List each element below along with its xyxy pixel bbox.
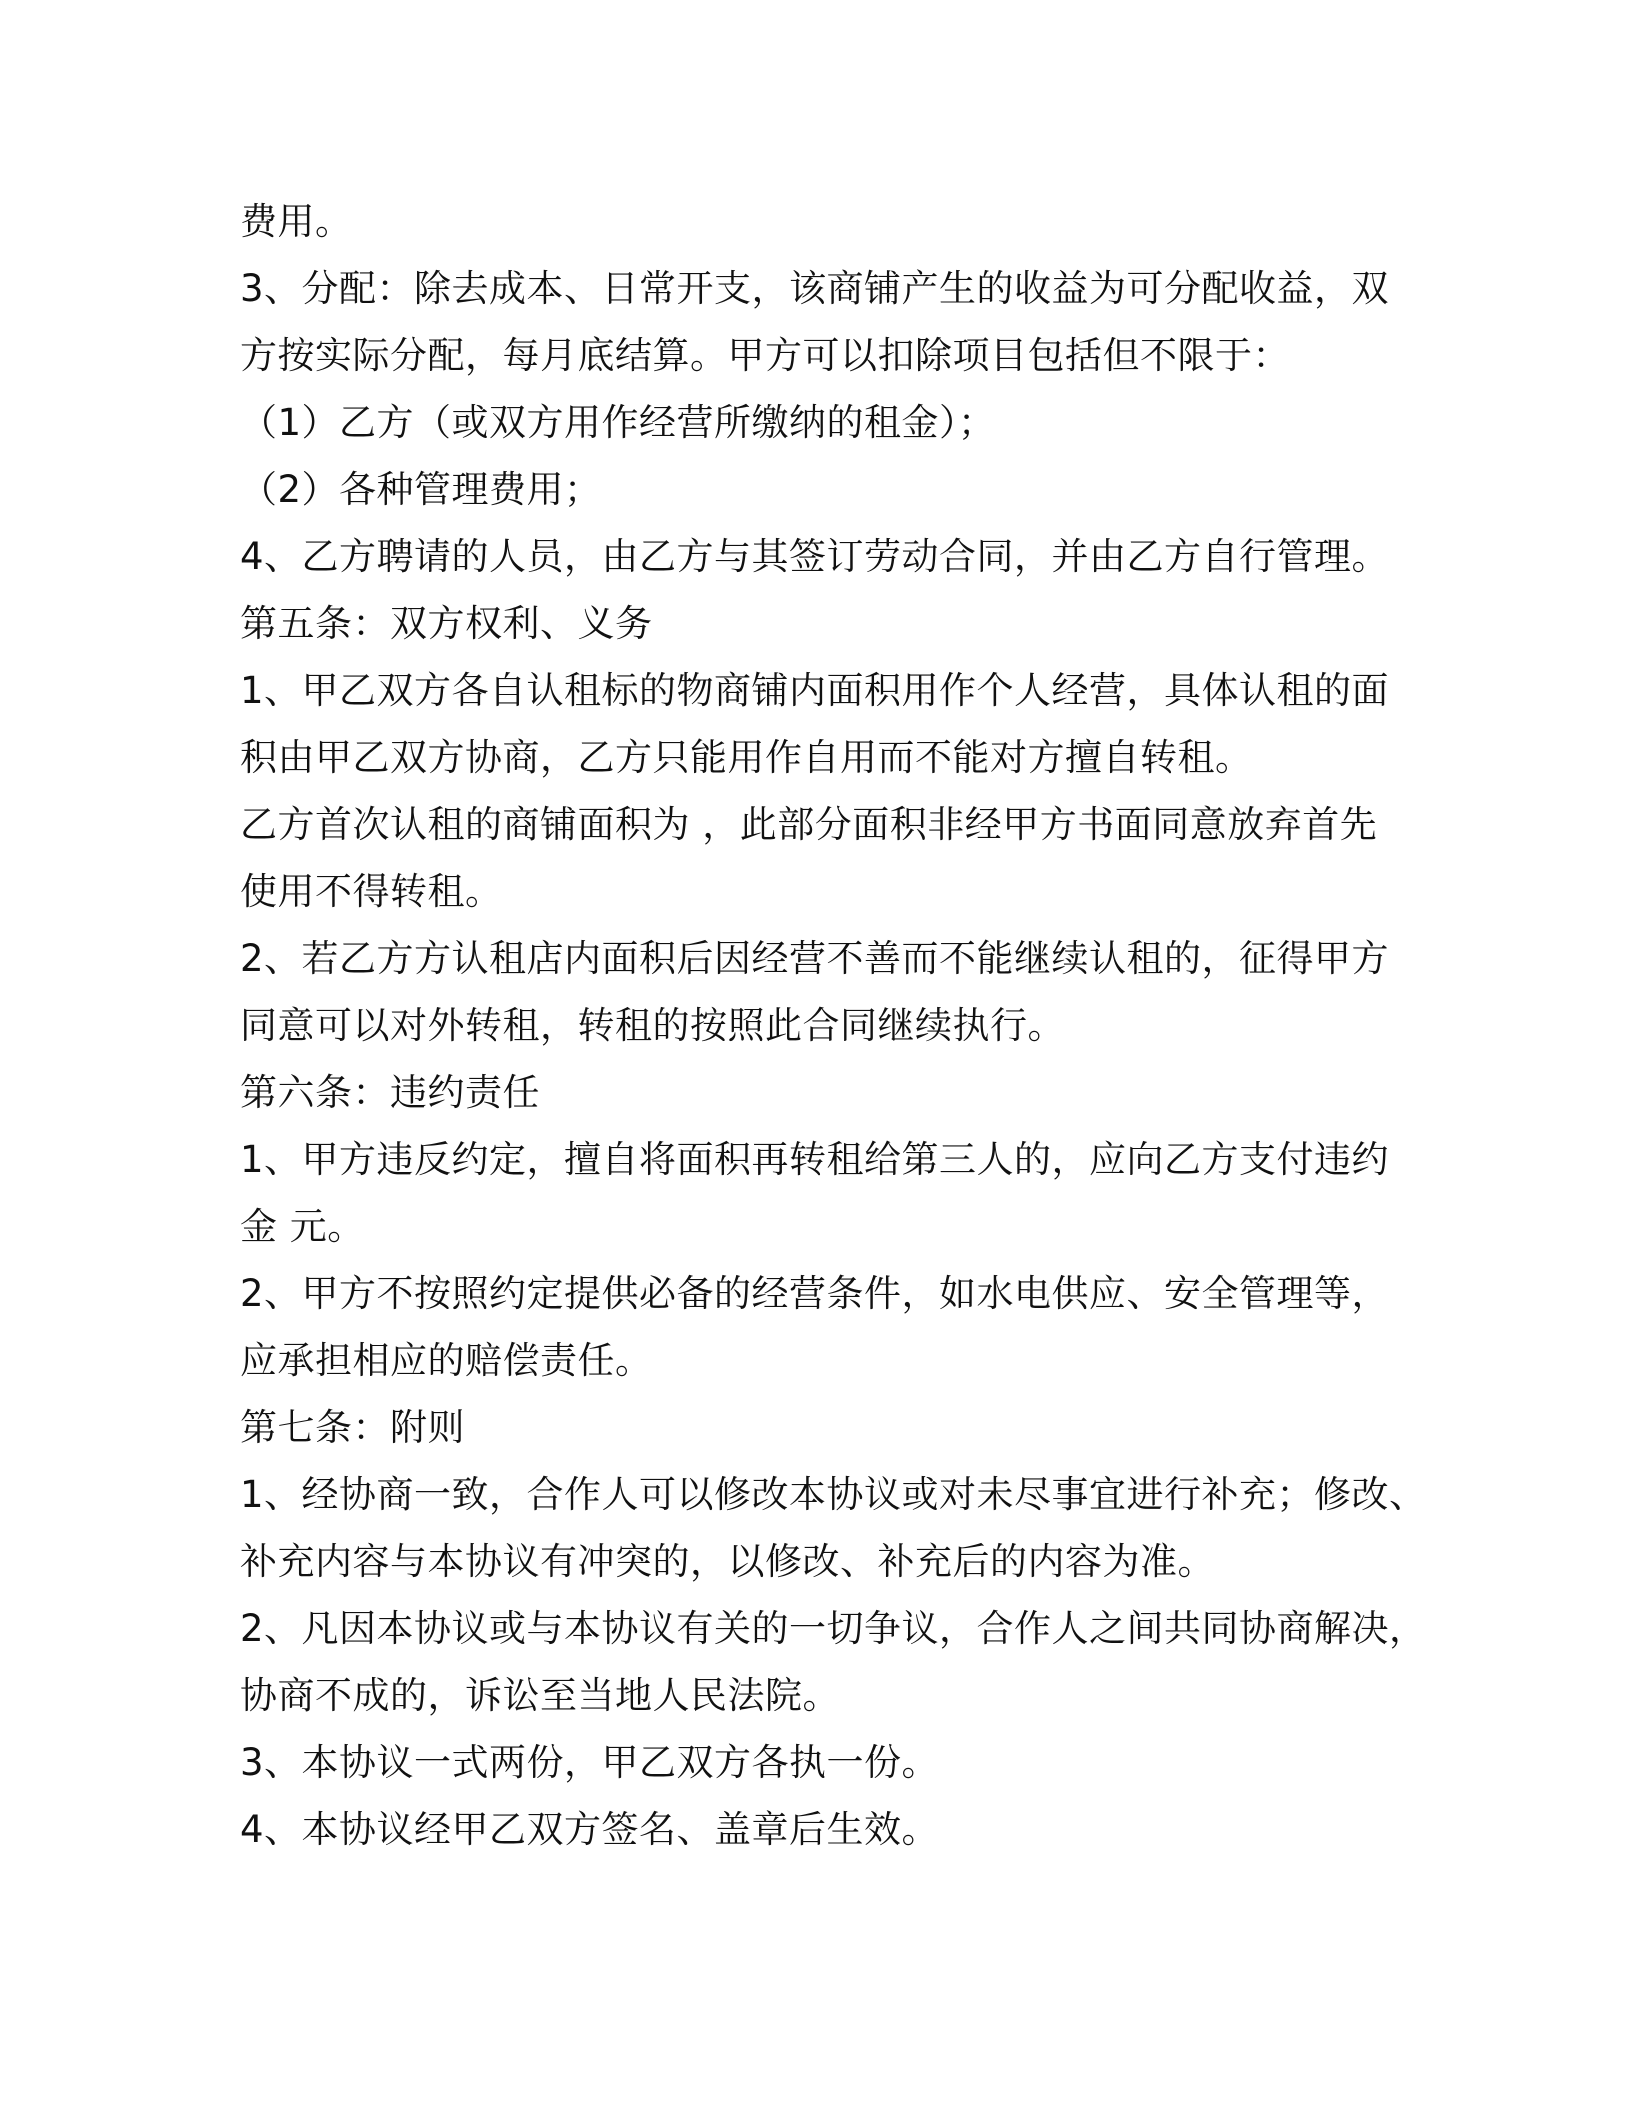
text-line: 积由甲乙双方协商，乙方只能用作自用而不能对方擅自转租。 (240, 736, 1253, 779)
text-line: 使用不得转租。 (240, 870, 503, 913)
list-item: （1）乙方（或双方用作经营所缴纳的租金）； (240, 401, 996, 444)
text-line: 1、甲乙双方各自认租标的物商铺内面积用作个人经营，具体认租的面 (240, 669, 1390, 712)
text-line: 补充内容与本协议有冲突的，以修改、补充后的内容为准。 (240, 1540, 1215, 1583)
document-body (240, 188, 1427, 1863)
text-line: 4、本协议经甲乙双方签名、盖章后生效。 (240, 1808, 940, 1851)
text-line: 金 元。 (240, 1205, 365, 1248)
section-heading: 第七条：附则 (240, 1406, 465, 1449)
text-line: 4、乙方聘请的人员，由乙方与其签订劳动合同，并由乙方自行管理。 (240, 535, 1390, 578)
text-line: 2、若乙方方认租店内面积后因经营不善而不能继续认租的，征得甲方 (240, 937, 1390, 980)
text-line: 应承担相应的赔偿责任。 (240, 1339, 653, 1382)
text-line: 费用。 (240, 200, 353, 243)
section-heading: 第六条：违约责任 (240, 1071, 540, 1114)
text-line: 同意可以对外转租，转租的按照此合同继续执行。 (240, 1004, 1065, 1047)
text-line: 3、本协议一式两份，甲乙双方各执一份。 (240, 1741, 940, 1784)
text-line: 乙方首次认租的商铺面积为 ，此部分面积非经甲方书面同意放弃首先 (240, 803, 1378, 846)
text-line: 1、经协商一致，合作人可以修改本协议或对未尽事宜进行补充；修改、 (240, 1473, 1427, 1516)
text-line: 协商不成的，诉讼至当地人民法院。 (240, 1674, 840, 1717)
text-line: 2、凡因本协议或与本协议有关的一切争议，合作人之间共同协商解决， (240, 1607, 1427, 1650)
text-line: 2、甲方不按照约定提供必备的经营条件，如水电供应、安全管理等， (240, 1272, 1390, 1315)
text-line: 1、甲方违反约定，擅自将面积再转租给第三人的，应向乙方支付违约 (240, 1138, 1390, 1181)
text-line: 3、分配：除去成本、日常开支，该商铺产生的收益为可分配收益，双 (240, 267, 1390, 310)
text-line: 方按实际分配，每月底结算。甲方可以扣除项目包括但不限于： (240, 334, 1290, 377)
list-item: （2）各种管理费用； (240, 468, 602, 511)
section-heading: 第五条：双方权利、义务 (240, 602, 653, 645)
